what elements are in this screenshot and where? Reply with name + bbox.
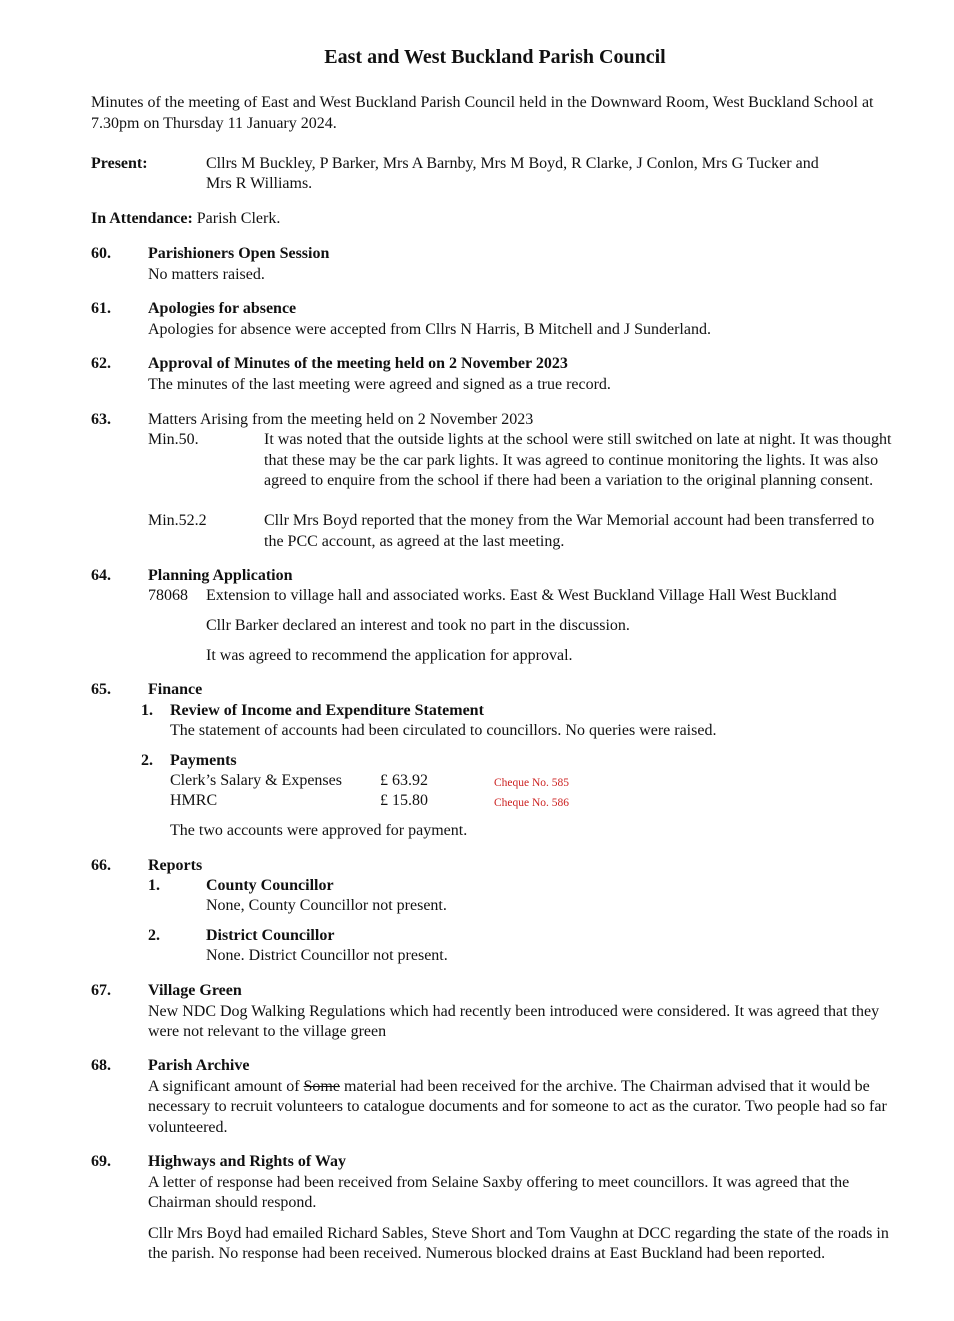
section-66-heading: Reports [148,857,203,874]
finance-sub-1-number: 1. [141,702,153,719]
section-64-heading: Planning Application [148,567,293,584]
payment-row-payee: Clerk’s Salary & Expenses [170,772,342,789]
planning-decision: It was agreed to recommend the application for approval. [206,647,573,664]
section-69-paragraph-1: A letter of response had been received from Selaine Saxby offering to meet councillors. It was agreed that the Chairman should respond. [148,1173,850,1211]
section-64-number: 64. [91,567,111,584]
planning-interest-note: Cllr Barker declared an interest and took no part in the discussion. [206,617,630,634]
planning-ref: 78068 [148,587,188,604]
finance-sub-1-heading: Review of Income and Expenditure Statement [170,702,484,719]
section-60-number: 60. [91,245,111,262]
min-52-2-ref: Min.52.2 [148,512,207,529]
section-68-text [148,1077,908,1139]
section-69-paragraph-2: Cllr Mrs Boyd had emailed Richard Sables, Steve Short and Tom Vaughn at DCC regarding the state of the roads in the parish. No response had been received. Numerous blocked drains at East Buckland had been reported. [148,1224,889,1262]
section-61-number: 61. [91,300,111,317]
present-line-1: Cllrs M Buckley, P Barker, Mrs A Barnby, Mrs M Boyd, R Clarke, J Conlon, Mrs G Tucker and [206,155,819,172]
reports-sub-2-heading: District Councillor [206,927,335,944]
section-63-number: 63. [91,411,111,428]
section-61-heading: Apologies for absence [148,300,297,317]
section-67 [148,981,908,1043]
intro-paragraph: Minutes of the meeting of East and West Buckland Parish Council held in the Downward Room, West Buckland School at 7.30pm on Thursday 11 January 2024. [91,94,874,132]
reports-sub-1-text: None, County Councillor not present. [206,897,447,914]
section-65-number: 65. [91,681,111,698]
reports-sub-2-number: 2. [148,927,160,944]
section-62-heading: Approval of Minutes of the meeting held on 2 November 2023 [148,355,568,372]
finance-sub-1-text: The statement of accounts had been circulated to councillors. No queries were raised. [170,722,717,739]
min-52-2-text: Cllr Mrs Boyd reported that the money from the War Memorial account had been transferred to the PCC account, as agreed at the last meeting. [264,512,875,550]
section-69 [148,1152,908,1265]
section-67-text: New NDC Dog Walking Regulations which had recently been introduced were considered. It was agreed that they were not relevant to the village green [148,1002,880,1040]
section-67-number: 67. [91,982,111,999]
reports-sub-1-number: 1. [148,877,160,894]
section-65-heading: Finance [148,681,203,698]
finance-sub-2-number: 2. [141,752,153,769]
payment-row-amount: £ 15.80 [380,792,428,809]
section-67-heading: Village Green [148,982,242,999]
section-68-number: 68. [91,1057,111,1074]
section-62-text: The minutes of the last meeting were agreed and signed as a true record. [148,375,611,393]
attendance-label: In Attendance: [91,210,193,227]
section-68-text-start: A significant amount of [148,1077,304,1095]
section-62-number: 62. [91,355,111,372]
finance-sub-2-heading: Payments [170,752,237,769]
section-61-text: Apologies for absence were accepted from Cllrs N Harris, B Mitchell and J Sunderland. [148,320,711,338]
min-50-text: It was noted that the outside lights at the school were still switched on late at night. It was thought that these may be the car park lights. It was agreed to continue monitoring the lights. It was also agreed to enquire from the school if there had been a variation to the original planning consent. [264,431,892,489]
section-68-text-rest: material had been received for the archive. The Chairman advised that it would be necessary to recruit volunteers to catalogue documents and for someone to act as the curator. Two people had so far volunteered. [148,1077,887,1136]
section-68-heading: Parish Archive [148,1057,250,1074]
payment-row-amount: £ 63.92 [380,772,428,789]
payment-row-cheque-note: Cheque No. 585 [494,777,570,789]
section-69-number: 69. [91,1153,111,1170]
min-50-ref: Min.50. [148,431,199,448]
section-69-heading: Highways and Rights of Way [148,1153,346,1170]
section-66-number: 66. [91,857,111,874]
payments-approval-text: The two accounts were approved for payment. [170,822,468,839]
present-label: Present: [91,155,148,172]
section-60-heading: Parishioners Open Session [148,245,330,262]
present-line-2: Mrs R Williams. [206,175,313,192]
section-60-text: No matters raised. [148,265,265,283]
planning-description: Extension to village hall and associated works. East & West Buckland Village Hall West Buckland [206,587,837,604]
attendance-text: Parish Clerk. [192,210,281,227]
attendance-line [91,209,280,230]
section-60 [148,244,908,285]
section-63-heading: Matters Arising from the meeting held on 2 November 2023 [148,411,534,428]
payment-row-payee: HMRC [170,792,218,809]
payment-row-cheque-note: Cheque No. 586 [494,797,570,809]
reports-sub-1-heading: County Councillor [206,877,334,894]
struck-word: Some [303,1077,340,1095]
section-61 [148,299,908,340]
section-62 [148,354,908,395]
document-title: East and West Buckland Parish Council [324,46,666,68]
reports-sub-2-text: None. District Councillor not present. [206,947,448,964]
section-68 [148,1056,908,1138]
